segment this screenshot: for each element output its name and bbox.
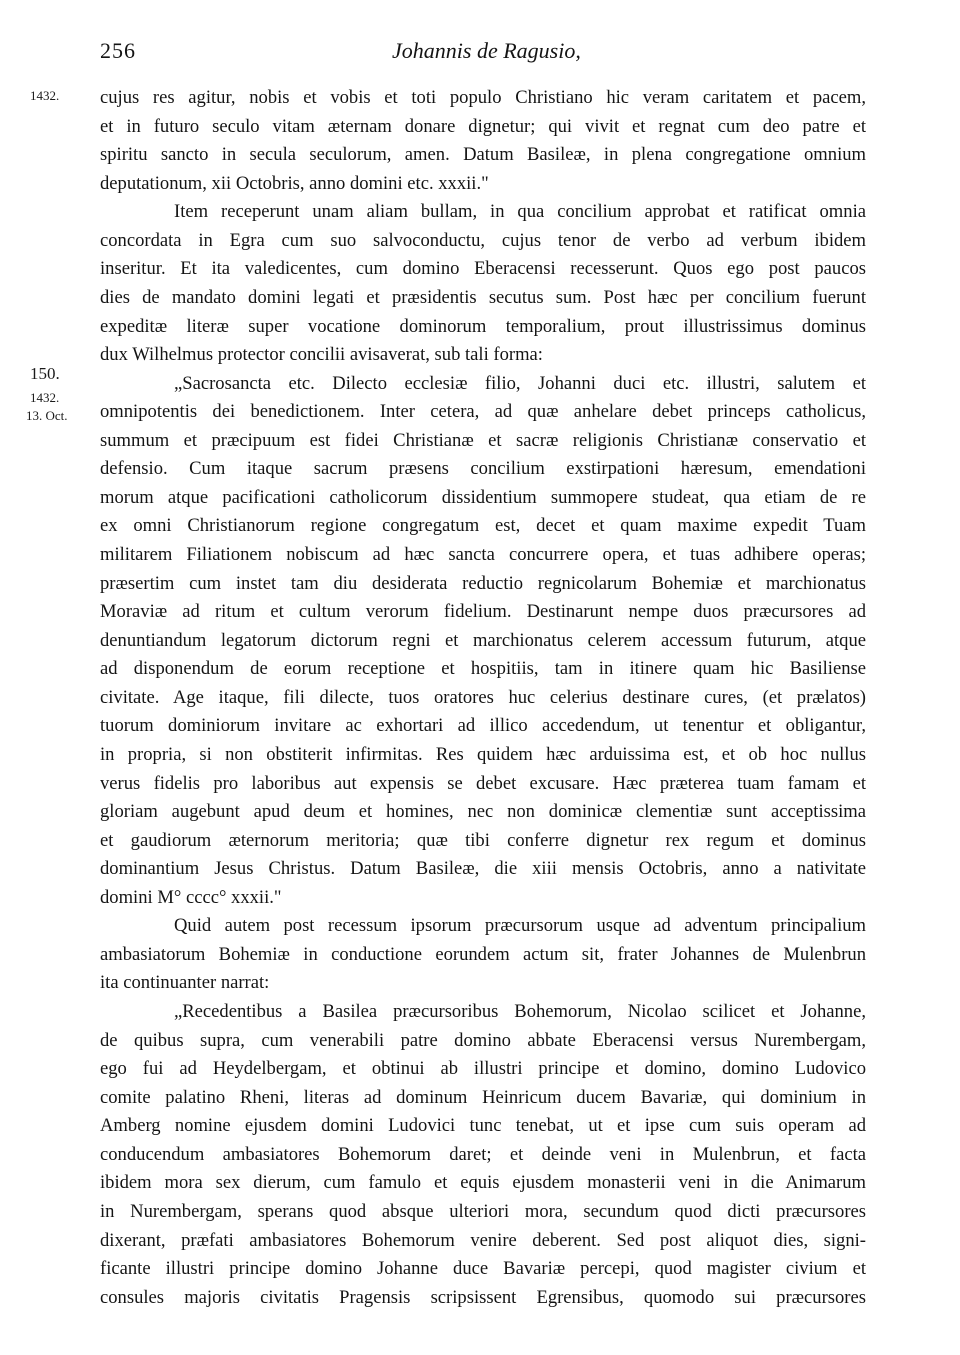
- text-line: dixerant, præfati ambasiatores Bohemorum venire deberent. Sed post aliquot dies, signi-: [100, 1229, 866, 1251]
- text-line: deputationum, xii Octobris, anno domini etc. xxxii.": [100, 172, 489, 194]
- text-line: „Recedentibus a Basilea præcursoribus Bohemorum, Nicolao scilicet et Johanne,: [174, 1001, 866, 1022]
- text-line: defensio. Cum itaque sacrum præsens concilium exstirpationi hæresum, emendationi: [100, 458, 866, 480]
- text-line: ita continuanter narrat:: [100, 972, 270, 994]
- text-line: ego fui ad Heydelbergam, et obtinui ab illustri principe et domino, domino Ludovico: [100, 1058, 866, 1080]
- text-line: concordata in Egra cum suo salvoconductu, cujus tenor de verbo ad verbum ibidem: [100, 229, 866, 251]
- text-line: [100, 1312, 866, 1341]
- text-line: comite palatino Rheni, literas ad dominum Heinricum ducem Bavariæ, qui dominium in: [100, 1086, 866, 1108]
- text-line: cujus res agitur, nobis et vobis et toti populo Christiano hic veram caritatem et pacem,: [100, 87, 866, 108]
- page-number: 256: [100, 38, 136, 63]
- margin-section-number: 150.: [30, 364, 60, 383]
- running-head: [100, 38, 866, 72]
- text-line: inseritur. Et ita valedicentes, cum domino Eberacensi recesserunt. Quos ego post paucos: [100, 258, 866, 280]
- text-line: ambasiatorum Bohemiæ in conductione eorundem actum sit, frater Johannes de Mulenbrun: [100, 943, 866, 965]
- text-line: tuorum dominiorum invitare ac exhortari ad illico accedendum, ut tenentur et obligantur,: [100, 715, 866, 737]
- text-line: dominantium Jesus Christus. Datum Basileæ, die xiii mensis Octobris, anno a nativitate: [100, 858, 866, 880]
- text-line: „Sacrosancta etc. Dilecto ecclesiæ filio, Johanni duci etc. illustri, salutem et: [174, 372, 866, 394]
- margin-year: 1432.: [30, 88, 60, 103]
- text-line: ficante illustri principe domino Johanne duce Bavariæ percepi, quod magister civium et: [100, 1258, 866, 1280]
- text-line: dux Wilhelmus protector concilii avisaverat, sub tali forma:: [100, 344, 543, 366]
- text-line: civitate. Age itaque, fili dilecte, tuos oratores huc celerius destinare cures, (et prælatos): [100, 686, 866, 708]
- text-line: ex omni Christianorum regione congregatum est, decet et quam maxime expedit Tuam: [100, 515, 866, 537]
- text-line: omnipotentis dei benedictionem. Inter cetera, ad quæ anhelare debet princeps catholicus,: [100, 401, 866, 423]
- text-line: gloriam augebunt apud deum et homines, nec non dominicæ clementiæ sunt acceptissima: [100, 801, 866, 823]
- text-line: verus fidelis pro laboribus aut expensis se debet excusare. Hæc præterea tuam famam et: [100, 772, 866, 794]
- text-line: morum atque pacificationi catholicorum dissidentium summopere studeat, qua etiam de re: [100, 486, 866, 508]
- text-line: in Nurembergam, sperans quod absque ulteriori mora, secundum quod dicti præcursores: [100, 1200, 866, 1222]
- text-line: denuntiandum legatorum dictorum regni et marchionatus celerem accessum futurum, atque: [100, 629, 866, 651]
- margin-date: 13. Oct.: [26, 408, 68, 423]
- text-line: dies de mandato domini legati et præsidentis secutus sum. Post hæc per concilium fuerunt: [100, 286, 866, 308]
- text-line: et gaudiorum æternorum meritoria; quæ tibi conferre dignetur rex regum et dominus: [100, 829, 866, 851]
- text-line: de quibus supra, cum venerabili patre domino abbate Eberacensi versus Nurembergam,: [100, 1029, 866, 1051]
- text-line: spiritu sancto in secula seculorum, amen. Datum Basileæ, in plena congregatione omnium: [100, 144, 866, 166]
- text-line: summum et præcipuum est fidei Christianæ et sacræ religionis Christianæ conservatio et: [100, 429, 866, 451]
- margin-year-second: 1432.: [30, 390, 60, 405]
- text-line: consules majoris civitatis Pragensis scripsissent Egrensibus, quomodo sui præcursores: [100, 1286, 866, 1308]
- running-title: Johannis de Ragusio,: [392, 38, 581, 63]
- text-line: ad disponendum de eorum receptione et hospitiis, tam in itinere quam hic Basiliense: [100, 658, 866, 680]
- text-line: Quid autem post recessum ipsorum præcursorum usque ad adventum principalium: [174, 915, 866, 937]
- text-line: in propria, si non obstiterit infirmitas. Res quidem hæc arduissima est, et ob hoc nullus: [100, 743, 866, 765]
- text-line: domini M° cccc° xxxii.": [100, 886, 282, 908]
- text-line: militarem Filiationem nobiscum ad hæc sancta concurrere opera, et tuas adhibere operas;: [100, 544, 866, 565]
- body-text: [100, 84, 866, 1341]
- text-line: conducendum ambasiatores Bohemorum daret; et deinde veni in Mulenbrun, et facta: [100, 1143, 866, 1165]
- text-line: præsertim cum instet tam diu desiderata reductio regnicolarum Bohemiæ et marchionatus: [100, 572, 866, 594]
- text-line: Item receperunt unam aliam bullam, in qua concilium approbat et ratificat omnia: [174, 201, 866, 223]
- text-line: ibidem mora sex dierum, cum famulo et equis ejusdem monasterii veni in die Animarum: [100, 1172, 866, 1194]
- text-line: expeditæ literæ super vocatione dominorum temporalium, prout illustrissimus dominus: [100, 315, 866, 337]
- text-line: Moraviæ ad ritum et cultum verorum fidelium. Destinarunt nempe duos præcursores ad: [100, 601, 866, 623]
- text-line: Amberg nomine ejusdem domini Ludovici tunc tenebat, ut et ipse cum suis operam ad: [100, 1115, 866, 1137]
- text-line: et in futuro seculo vitam æternam donare dignetur; qui vivit et regnat cum deo patre et: [100, 115, 866, 137]
